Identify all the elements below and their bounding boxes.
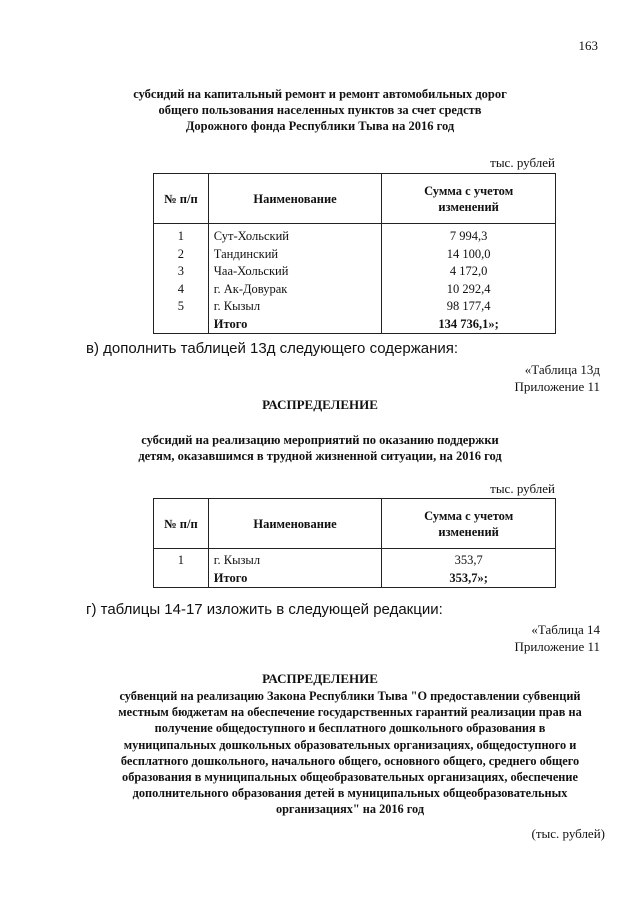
row-name: Чаа-Хольский bbox=[208, 263, 382, 281]
subsidy-table-children bbox=[153, 498, 556, 588]
unit-label: тыс. рублей bbox=[490, 481, 555, 496]
table-ref: «Таблица 14 bbox=[531, 622, 600, 637]
row-sum: 98 177,4 bbox=[382, 298, 556, 316]
row-sum: 10 292,4 bbox=[382, 281, 556, 299]
table-header-row bbox=[154, 174, 556, 224]
table-row bbox=[154, 298, 556, 316]
column-header-number: № п/п bbox=[154, 174, 209, 224]
column-header-name: Наименование bbox=[208, 499, 382, 549]
table-total-row bbox=[154, 316, 556, 334]
column-header-sum: Сумма с учетом изменений bbox=[382, 499, 556, 549]
row-number: 1 bbox=[154, 224, 209, 246]
heading-line: муниципальных дошкольных образовательных организациях, общедоступного и bbox=[123, 737, 577, 752]
heading-line: организациях" на 2016 год bbox=[275, 802, 425, 817]
row-name: г. Ак-Довурак bbox=[208, 281, 382, 299]
page-number: 163 bbox=[578, 38, 598, 53]
row-number: 5 bbox=[154, 298, 209, 316]
row-sum: 7 994,3 bbox=[382, 224, 556, 246]
row-name: Сут-Хольский bbox=[208, 224, 382, 246]
total-sum: 134 736,1»; bbox=[382, 316, 556, 334]
instruction-g: г) таблицы 14-17 изложить в следующей редакции: bbox=[86, 601, 443, 618]
table-row bbox=[154, 549, 556, 570]
table-row bbox=[154, 263, 556, 281]
appendix-ref: Приложение 11 bbox=[514, 379, 600, 394]
row-number: 2 bbox=[154, 246, 209, 264]
section2-heading bbox=[0, 432, 640, 464]
table-row bbox=[154, 246, 556, 264]
column-header-sum: Сумма с учетом изменений bbox=[382, 174, 556, 224]
total-sum: 353,7»; bbox=[382, 570, 556, 588]
total-label: Итого bbox=[208, 570, 382, 588]
subsidy-table-roads bbox=[153, 173, 556, 334]
heading-line: дополнительного образования детей в муниципальных общеобразовательных bbox=[132, 786, 568, 801]
row-sum: 14 100,0 bbox=[382, 246, 556, 264]
total-label: Итого bbox=[208, 316, 382, 334]
section3-heading bbox=[60, 688, 640, 818]
heading-line: бесплатного дошкольного, начального общего, основного общего, среднего общего bbox=[120, 753, 580, 768]
row-sum: 4 172,0 bbox=[382, 263, 556, 281]
section1-heading bbox=[0, 86, 640, 134]
section3-title: РАСПРЕДЕЛЕНИЕ bbox=[262, 671, 378, 686]
heading-line: субвенций на реализацию Закона Республики Тыва "О предоставлении субвенций bbox=[119, 689, 581, 703]
heading-line: детям, оказавшимся в трудной жизненной ситуации, на 2016 год bbox=[138, 449, 502, 463]
appendix-ref: Приложение 11 bbox=[514, 639, 600, 654]
heading-line: субсидий на реализацию мероприятий по оказанию поддержки bbox=[141, 433, 499, 447]
instruction-v: в) дополнить таблицей 13д следующего содержания: bbox=[86, 340, 459, 357]
heading-line: общего пользования населенных пунктов за счет средств bbox=[158, 103, 482, 117]
row-sum: 353,7 bbox=[382, 549, 556, 570]
heading-line: Дорожного фонда Республики Тыва на 2016 год bbox=[185, 119, 455, 133]
table-ref: «Таблица 13д bbox=[524, 362, 600, 377]
table-row bbox=[154, 281, 556, 299]
table-header-row bbox=[154, 499, 556, 549]
table-row bbox=[154, 224, 556, 246]
row-name: г. Кызыл bbox=[208, 549, 382, 570]
column-header-name: Наименование bbox=[208, 174, 382, 224]
row-name: г. Кызыл bbox=[208, 298, 382, 316]
table-total-row bbox=[154, 570, 556, 588]
heading-line: образования в муниципальных общеобразовательных организациях, обеспечение bbox=[122, 770, 578, 785]
unit-label: (тыс. рублей) bbox=[531, 826, 605, 841]
row-number: 3 bbox=[154, 263, 209, 281]
heading-line: субсидий на капитальный ремонт и ремонт автомобильных дорог bbox=[133, 87, 507, 101]
section2-title: РАСПРЕДЕЛЕНИЕ bbox=[262, 397, 378, 412]
unit-label: тыс. рублей bbox=[490, 155, 555, 170]
row-number: 1 bbox=[154, 549, 209, 570]
column-header-number: № п/п bbox=[154, 499, 209, 549]
row-number: 4 bbox=[154, 281, 209, 299]
heading-line: местным бюджетам на обеспечение государственных гарантий реализации прав на bbox=[118, 705, 582, 720]
heading-line: получение общедоступного и бесплатного дошкольного образования в bbox=[154, 721, 546, 736]
row-name: Тандинский bbox=[208, 246, 382, 264]
